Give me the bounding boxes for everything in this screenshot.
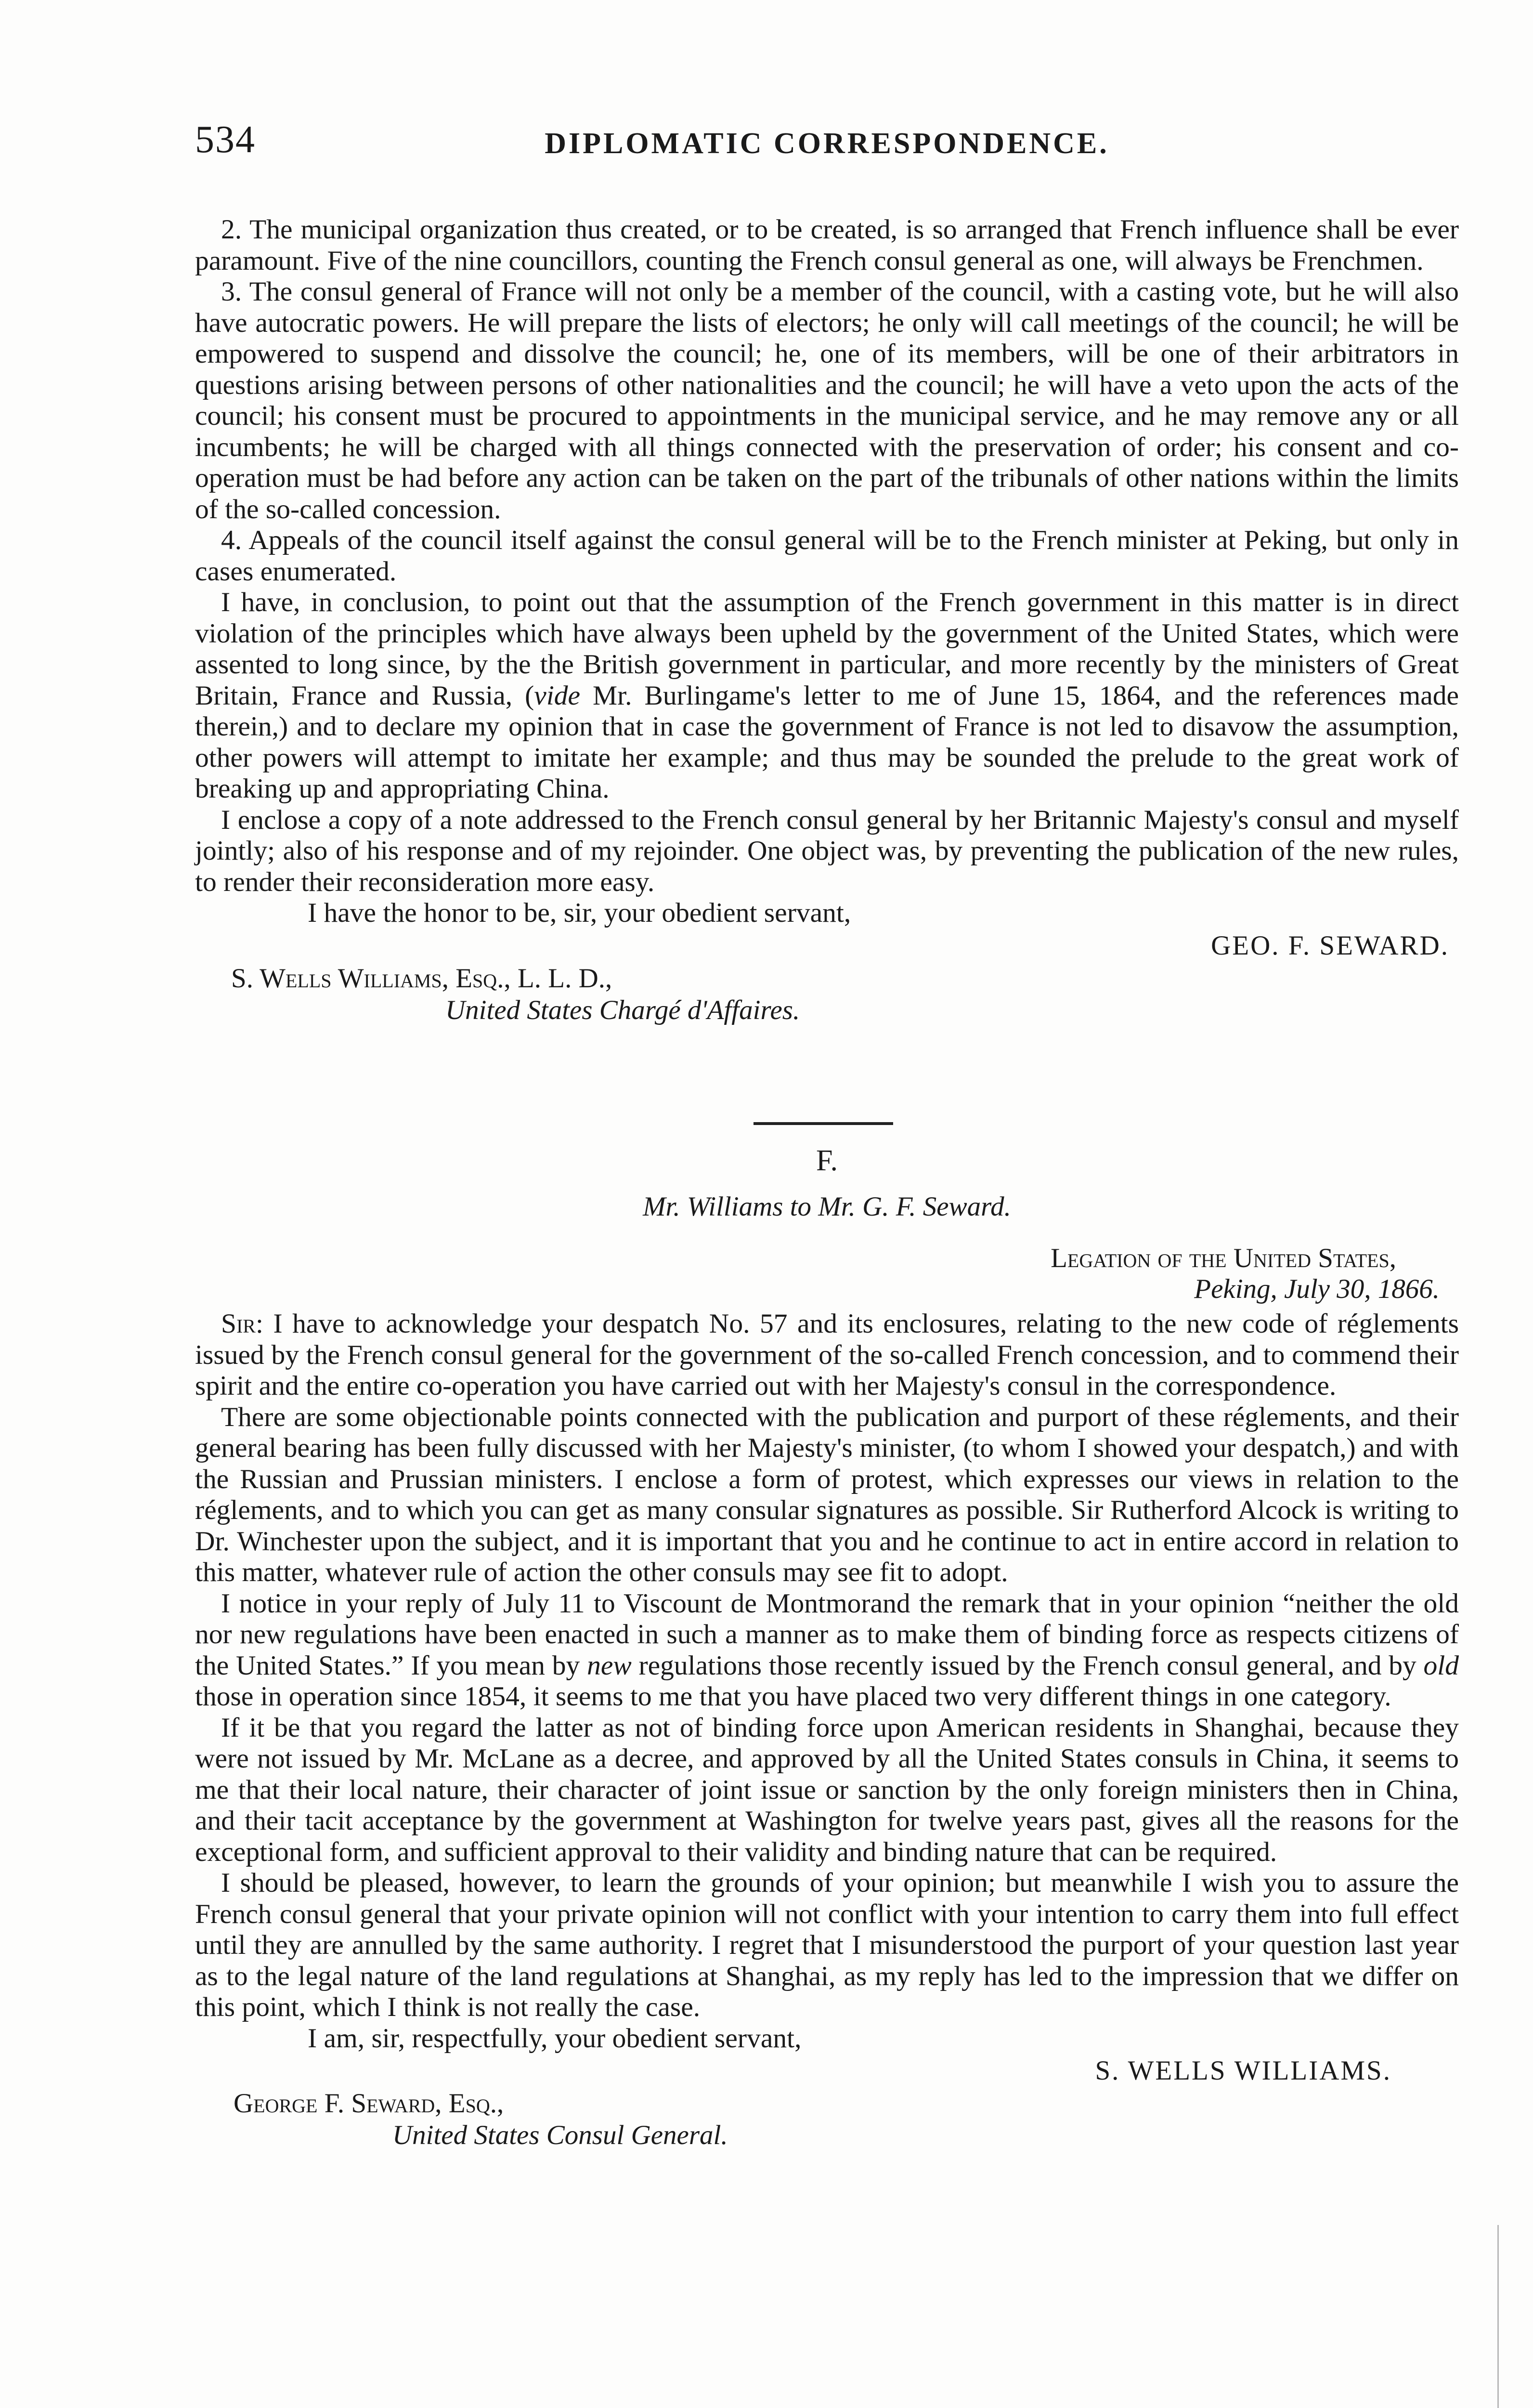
addressee-title: United States Chargé d'Affaires. [445, 995, 800, 1025]
page-number: 534 [195, 118, 256, 161]
enclosure-paragraph: I enclose a copy of a note addressed to the French consul general by her Britannic Majesty's consul and myself jointly; also of his response and of my rejoinder. One object was, by preventing the publication of the new rules, to render their reconsideration more easy. [195, 804, 1459, 897]
section-divider [754, 1122, 893, 1125]
paragraph-item-2: 2. The municipal organization thus created, or to be created, is so arranged that French influence shall be ever paramount. Five of the nine councillors, counting the French consul general as one, will always be Frenchmen. [195, 214, 1459, 276]
letter-mark: F. [816, 1144, 838, 1177]
letter-f-body [195, 1309, 1459, 2151]
running-head [195, 118, 1459, 176]
signature-seward: GEO. F. SEWARD. [1211, 930, 1449, 961]
notice-text-b: regulations those recently issued by the French consul general, and by [631, 1650, 1424, 1681]
notice-text-c: those in operation since 1854, it seems to me that you have placed two very different things in one category. [195, 1681, 1391, 1712]
letter-f [195, 1144, 1459, 2151]
paragraph-item-4: 4. Appeals of the council itself against the consul general will be to the French minister at Peking, but only in cases enumerated. [195, 525, 1459, 587]
conclusion-text-a: I have, in conclusion, to point out that the assumption of the French government in this matter is in direct violation of the principles which have always been upheld by the government of the United States, which were assented to long since, by the the British government in particular, and more recently by the ministers of Great Britain, France and Russia, ( [195, 587, 1459, 711]
paragraph-regard: If it be that you regard the latter as not of binding force upon American residents in Shanghai, because they were not issued by Mr. McLane as a decree, and approved by all the United States consuls in China, it seems to me that their local nature, their character of joint issue or sanction by the only foreign ministers then in China, and their tacit acceptance by the government at Washington for twelve years past, gives all the reasons for the exceptional form, and sufficient approval to their validity and binding nature that can be required. [195, 1712, 1459, 1867]
addressee-name: S. Wells Williams, Esq., L. L. D., [231, 963, 612, 994]
paragraph-acknowledge [195, 1309, 1459, 1402]
signature-williams: S. WELLS WILLIAMS. [1095, 2055, 1391, 2086]
running-title: DIPLOMATIC CORRESPONDENCE. [545, 127, 1109, 160]
paragraph-objections: There are some objectionable points connected with the publication and purport of these réglements, and their general bearing has been fully discussed with her Majesty's minister, (to whom I showed your despatch,) and with the Russian and Prussian ministers. I enclose a form of protest, which expresses our views in relation to the réglements, and to which you can get as many consular signatures as possible. Sir Rutherford Alcock is writing to Dr. Winchester upon the subject, and it is important that you and he continue to act in entire accord in relation to this matter, whatever rule of action the other consuls may see fit to adopt. [195, 1401, 1459, 1587]
paragraph-acknowledge-text: I have to acknowledge your despatch No. 57 and its enclosures, relating to the new code of réglements issued by the French consul general for the government of the so-called French concession, and to commend their spirit and the entire co-operation you have carried out with her Majesty's consul in the correspondence. [195, 1309, 1459, 1401]
closing-line: I have the honor to be, sir, your obedient servant, [308, 898, 851, 928]
paragraph-notice [195, 1588, 1459, 1713]
new-word: new [587, 1650, 632, 1681]
old-word: old [1423, 1650, 1459, 1681]
conclusion-paragraph [195, 587, 1459, 805]
addressee-title-f: United States Consul General. [392, 2120, 728, 2150]
margin-line [1497, 2225, 1499, 2408]
conclusion-text-b: Mr. Burlingame's letter to me of June 15, 1864, and the references made therein,) and to declare my opinion that in case the government of France is not led to disavow the assumption, other powers will attempt to imitate her example; and thus may be sounded the prelude to the great work of breaking up and appropriating China. [195, 680, 1459, 804]
addressee-name-f: George F. Seward, Esq., [234, 2088, 504, 2119]
vide-word: vide [534, 680, 581, 711]
dateline-org: Legation of the United States, [1051, 1243, 1396, 1273]
notice-text-a: I notice in your reply of July 11 to Viscount de Montmorand the remark that in your opinion “neither the old nor new regulations have been enacted in such a manner as to make them of binding force as respects citizens of the United States.” If you mean by [195, 1588, 1459, 1681]
letter-e-body [195, 214, 1459, 1026]
salutation: Sir: [221, 1309, 263, 1339]
paragraph-pleased: I should be pleased, however, to learn the grounds of your opinion; but meanwhile I wish you to assure the French consul general that your private opinion will not conflict with your intention to carry them into full effect until they are annulled by the same authority. I regret that I misunderstood the purport of your question last year as to the legal nature of the land regulations at Shanghai, as my reply has led to the impression that we differ on this point, which I think is not really the case. [195, 1868, 1459, 2022]
dateline-place-date: Peking, July 30, 1866. [1194, 1274, 1440, 1304]
paragraph-item-3: 3. The consul general of France will not only be a member of the council, with a casting vote, but he will also have autocratic powers. He will prepare the lists of electors; he only will call meetings of the council; he will be empowered to suspend and dissolve the council; he, one of its members, will be one of their arbitrators in questions arising between persons of other nationalities and the council; he will have a veto upon the acts of the council; his consent must be procured to appointments in the municipal service, and he may remove any or all incumbents; he will be charged with all things connected with the preservation of order; his consent and co-operation must be had before any action can be taken on the part of the tribunals of other nations within the limits of the so-called concession. [195, 276, 1459, 524]
letter-heading: Mr. Williams to Mr. G. F. Seward. [643, 1191, 1011, 1222]
closing-line-f: I am, sir, respectfully, your obedient servant, [308, 2023, 802, 2054]
